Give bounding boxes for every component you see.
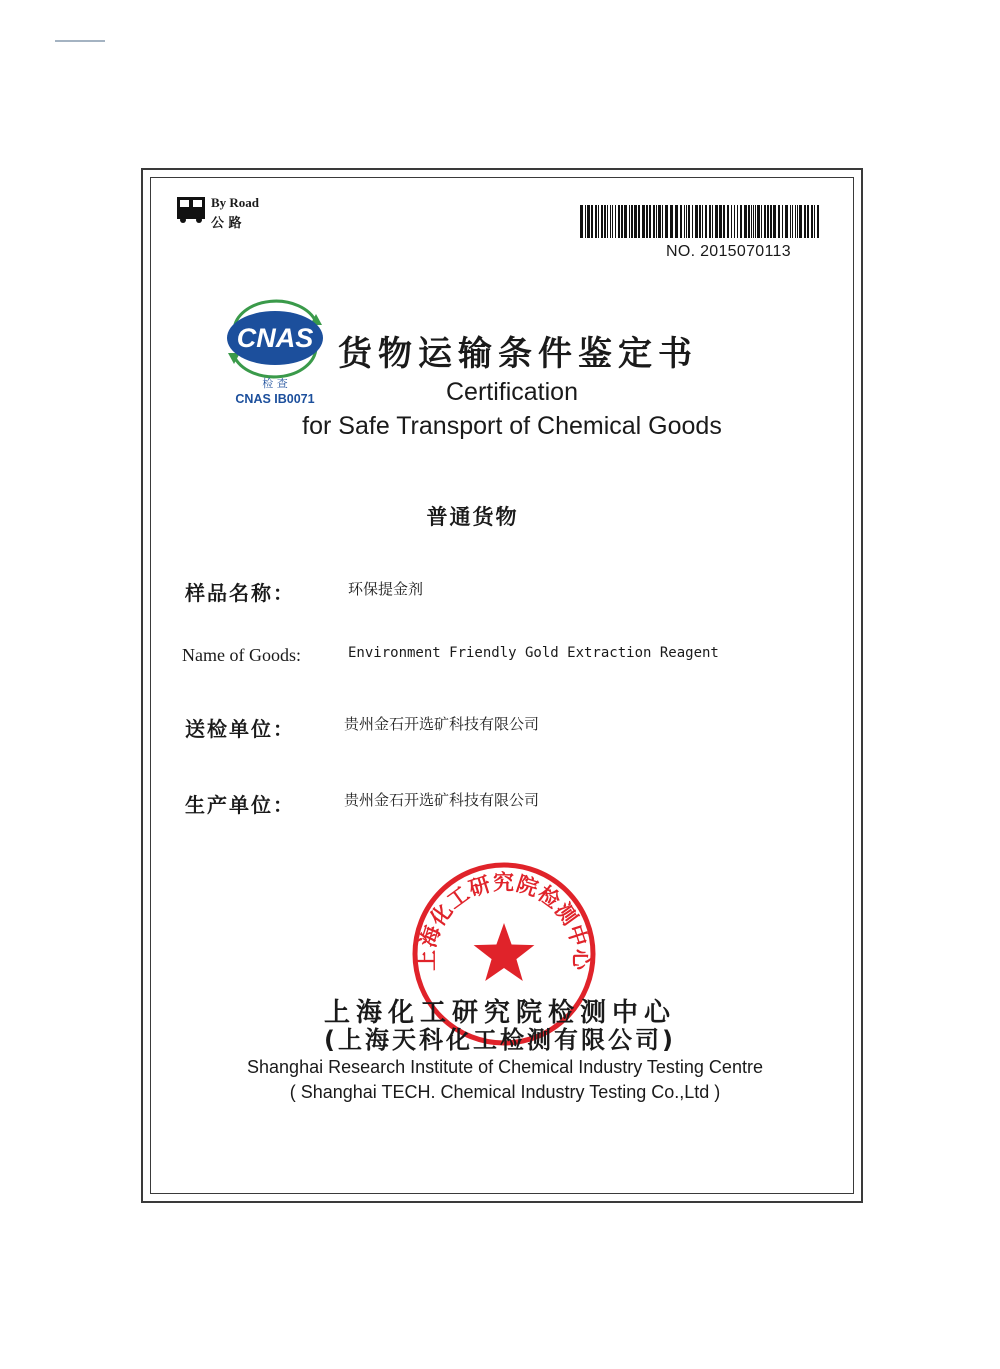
cnas-logo-text: CNAS bbox=[236, 323, 314, 353]
barcode-bar bbox=[595, 205, 597, 238]
sample-name-label: 样品名称： bbox=[185, 581, 295, 605]
goods-name-value: Environment Friendly Gold Extraction Reagent bbox=[348, 645, 719, 661]
barcode-bar bbox=[817, 205, 819, 238]
barcode-bar bbox=[634, 205, 637, 238]
barcode-bar bbox=[665, 205, 668, 238]
issuer-en-line2: ( Shanghai TECH. Chemical Industry Testing Co.,Ltd ) bbox=[289, 1082, 721, 1102]
barcode-bar bbox=[675, 205, 678, 238]
barcode-bar bbox=[601, 205, 603, 238]
barcode-bar bbox=[580, 205, 583, 238]
barcode-bar bbox=[723, 205, 725, 238]
barcode-bar bbox=[811, 205, 813, 238]
barcode-bar bbox=[799, 205, 802, 238]
barcode-bar bbox=[598, 205, 599, 238]
barcode-bar bbox=[764, 205, 766, 238]
barcode-bar bbox=[719, 205, 722, 238]
barcode-bar bbox=[770, 205, 772, 238]
barcode-bar bbox=[751, 205, 752, 238]
barcode-bar bbox=[782, 205, 783, 238]
barcode-bar bbox=[790, 205, 791, 238]
barcode-bar bbox=[656, 205, 657, 238]
transport-mode-en: By Road bbox=[211, 195, 260, 210]
issuer-zh-line1: 上海化工研究院检测中心 bbox=[323, 998, 676, 1028]
transport-mode-zh: 公 路 bbox=[211, 216, 242, 231]
barcode-bar bbox=[604, 205, 606, 238]
barcode-bar bbox=[797, 205, 798, 238]
issuer-en-line1: Shanghai Research Institute of Chemical Industry Testing Centre bbox=[247, 1057, 763, 1077]
barcode-bar bbox=[624, 205, 627, 238]
barcode-bar bbox=[731, 205, 732, 238]
barcode-bar bbox=[621, 205, 623, 238]
goods-name-label: Name of Goods: bbox=[182, 645, 301, 665]
barcode-bar bbox=[649, 205, 651, 238]
submitter-value: 贵州金石开选矿科技有限公司 bbox=[344, 715, 540, 733]
barcode-bar bbox=[670, 205, 673, 238]
barcode-bar bbox=[785, 205, 788, 238]
manufacturer-value: 贵州金石开选矿科技有限公司 bbox=[344, 791, 540, 809]
barcode-bar bbox=[702, 205, 703, 238]
barcode-bar bbox=[712, 205, 713, 238]
barcode-bar bbox=[804, 205, 806, 238]
barcode-bar bbox=[757, 205, 760, 238]
certificate-number: NO. 2015070113 bbox=[666, 243, 791, 260]
barcode-bar bbox=[618, 205, 620, 238]
manufacturer-label: 生产单位： bbox=[185, 793, 295, 817]
barcode-bar bbox=[629, 205, 630, 238]
title-zh: 货物运输条件鉴定书 bbox=[338, 334, 698, 374]
barcode-bar bbox=[753, 205, 754, 238]
barcode-bar bbox=[773, 205, 776, 238]
barcode-bar bbox=[748, 205, 750, 238]
issuer-zh-line2: (上海天科化工检测有限公司) bbox=[324, 1026, 676, 1054]
scan-artifact bbox=[55, 40, 105, 42]
barcode-bar bbox=[695, 205, 698, 238]
barcode-bar bbox=[761, 205, 762, 238]
sample-name-value: 环保提金剂 bbox=[348, 580, 424, 598]
barcode-bar bbox=[642, 205, 645, 238]
barcode-bar bbox=[767, 205, 769, 238]
barcode-bar bbox=[699, 205, 701, 238]
barcode-bar bbox=[709, 205, 711, 238]
title-en-line2: for Safe Transport of Chemical Goods bbox=[302, 412, 722, 440]
submitter-label: 送检单位： bbox=[185, 717, 295, 741]
barcode-bar bbox=[715, 205, 718, 238]
barcode-bar bbox=[684, 205, 685, 238]
barcode-bar bbox=[744, 205, 747, 238]
barcode-bar bbox=[778, 205, 780, 238]
barcode-bar bbox=[737, 205, 738, 238]
barcode-bar bbox=[734, 205, 735, 238]
barcode-bar bbox=[814, 205, 815, 238]
barcode-bar bbox=[755, 205, 756, 238]
barcode-bar bbox=[662, 205, 663, 238]
barcode-bar bbox=[615, 205, 616, 238]
title-en-line1: Certification bbox=[446, 378, 578, 406]
barcode-bar bbox=[658, 205, 661, 238]
barcode bbox=[580, 205, 821, 238]
barcode-bar bbox=[631, 205, 633, 238]
barcode-bar bbox=[686, 205, 687, 238]
barcode-bar bbox=[688, 205, 690, 238]
cnas-accreditation: CNAS IB0071 bbox=[235, 392, 315, 406]
barcode-bar bbox=[585, 205, 586, 238]
barcode-bar bbox=[610, 205, 611, 238]
barcode-bar bbox=[692, 205, 693, 238]
barcode-bar bbox=[638, 205, 640, 238]
barcode-bar bbox=[807, 205, 809, 238]
barcode-bar bbox=[680, 205, 682, 238]
barcode-bar bbox=[612, 205, 613, 238]
goods-category: 普通货物 bbox=[426, 505, 519, 529]
barcode-bar bbox=[795, 205, 796, 238]
barcode-bar bbox=[792, 205, 793, 238]
barcode-bar bbox=[587, 205, 590, 238]
seal-star-icon bbox=[474, 923, 535, 981]
barcode-bar bbox=[727, 205, 729, 238]
truck-icon bbox=[176, 194, 206, 224]
barcode-bar bbox=[740, 205, 742, 238]
seal-text: 上海化工研究院检测中心 bbox=[414, 870, 594, 971]
cnas-sub-zh: 检 查 bbox=[262, 377, 288, 390]
barcode-bar bbox=[607, 205, 608, 238]
barcode-bar bbox=[705, 205, 707, 238]
barcode-bar bbox=[653, 205, 655, 238]
barcode-bar bbox=[591, 205, 593, 238]
barcode-bar bbox=[646, 205, 648, 238]
